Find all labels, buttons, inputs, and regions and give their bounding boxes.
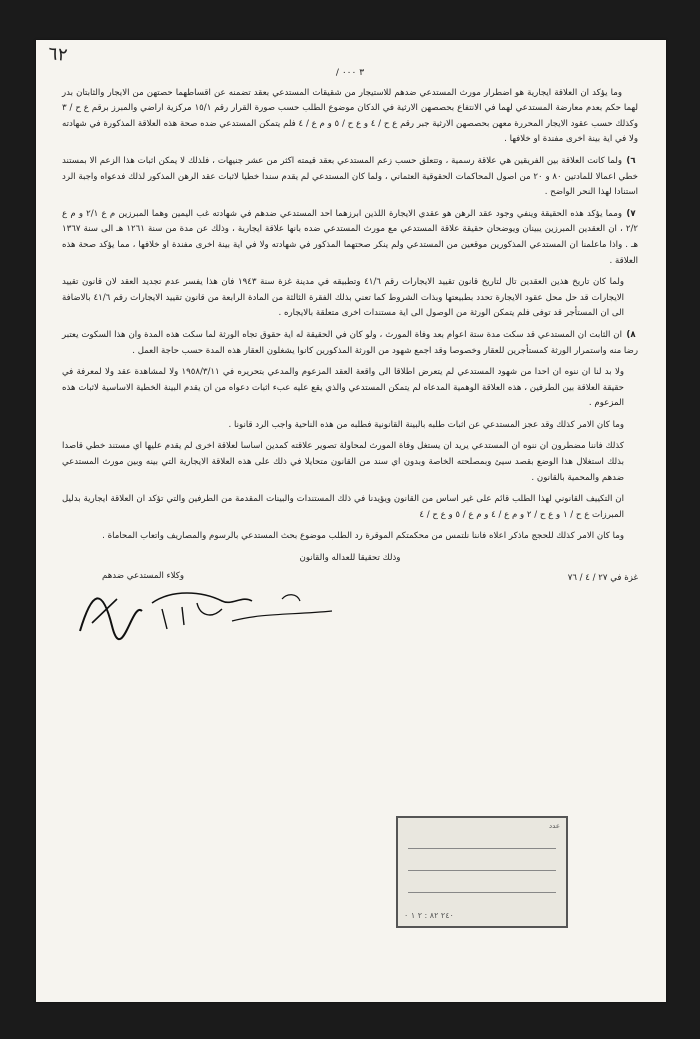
- paragraph-number: ٦): [626, 155, 636, 166]
- paragraph: [62, 207, 638, 269]
- paragraph: [62, 365, 638, 412]
- paragraph: [62, 418, 638, 434]
- stamp-divider: [408, 848, 556, 849]
- document-body: [62, 66, 638, 691]
- paragraph: [62, 275, 638, 322]
- corner-page-mark: ٦٢: [46, 43, 69, 66]
- paragraph-text: وما يؤكد ان العلاقة ايجارية هو اضطرار مورث المستدعي ضدهم للاستيجار من شقيقات المستدعي بعقد تضمنه عن اقساطهما حصتهن من الايجار والثابتان بدر لهما حكم بعدم معارضة المستدعي لهما في الانتفاع بحصصهن الارثية في الدكان موضوع الطلب حسب صورة القرار رقم ١٥/١ مركزية اراضي والمبرز برقم ع ح / ٣ وكذلك حسب عقود الايجار المحررة معهن بحصصهن الارثية جبر رقم ع ح / ٤ و ع ح / ٥ و م ع / ٤ فلم يتمكن المستدعي ضده صحة هذه العلاقة المذكورة في شهادته ولا في اية بينة اخرى مفندة او خلافها .: [62, 87, 638, 145]
- page-number: / ٣ ٠٠٠: [335, 68, 365, 78]
- paragraph-text: ولما كانت العلاقة بين الفريقين هي علاقة رسمية ، وتتعلق حسب زعم المستدعي بعقد قيمته اكثر من عشر جنيهات ، فلذلك لا يمكن اثبات هذا الزعم الا بمستند خطي اعمالا للمادتين ٨٠ و ٢٠ من اصول المحاكمات الحقوقية العثماني ، ولما كان المستدعي لم يقدم سندا خطيا لاثبات عقد الرهن المذكور لذلك فدعواه واجبة الرد استنادا لهذا النحر الواضح .: [62, 155, 638, 198]
- stamp-divider: [408, 892, 556, 893]
- closing-line: وذلك تحقيقا للعداله والقانون: [299, 553, 401, 564]
- attorney-label: وكلاء المستدعي ضدهم: [102, 570, 184, 581]
- paragraph-text: ان التكييف القانوني لهذا الطلب قائم على غير اساس من القانون ويؤيدنا في ذلك المستندات والبينات المقدمة من الطرفين والتي تؤكد ان العلاقة ايجارية بدليل المبرزات ع ح / ١ و ع ح / ٢ و م ع / ٤ و م ع / ٥ و ع ح / ٤: [62, 494, 624, 520]
- paragraph: [62, 492, 638, 523]
- document-date: غزة في ٢٧ / ٤ / ٧٦: [567, 572, 638, 583]
- paragraph-number: ٧): [626, 208, 636, 219]
- paragraph: [62, 529, 638, 545]
- paragraph: [62, 439, 638, 486]
- paragraph: [62, 86, 638, 148]
- paragraph-text: ان الثابت ان المستدعي قد سكت مدة ستة اعوام بعد وفاة المورث ، ولو كان في الحقيقة له اية حقوق تجاه الورثة لما سكت هذه المدة وان هذا السكوت يعتبر رضا منه واستمرار الورثة كمستأجرين للعقار وخصوصا وقد اجمع شهود من الورثة المذكورين كانوا يشغلون العقار هذه المدة حسب حاجة العمل .: [62, 329, 638, 356]
- paragraph-text: وما كان الامر كذلك للحجج ماذكر اعلاه فاننا نلتمس من محكمتكم الموقرة رد الطلب موضوع بحث المستدعي بالرسوم والمصاريف واتعاب المحاماة .: [102, 531, 624, 542]
- paragraph-number: ٨): [626, 329, 636, 340]
- paragraph: [62, 328, 638, 359]
- document-page: [36, 40, 666, 1002]
- paragraph-text: ولا بد لنا ان ننوه ان احدا من شهود المستدعي لم يتعرض اطلاقا الى واقعة العقد المزعوم والمدعي بتحريره في ١٩٥٨/٣/١١ ولا لمشاهدة عقد ولا لمعرفة في حقيقة العلاقة بين الطرفين ، هذه العلاقة الوهمية المدعاه لم يتمكن المستدعي والذي يقع عليه عبء اثبات دعواه من ان يقدم البينة الخطية الاساسية لاثبات هذه المزعوم .: [62, 367, 624, 409]
- paragraph-text: ومما يؤكد هذه الحقيقة وينفي وجود عقد الرهن هو عقدي الايجارة اللذين ابرزهما احد المستدعي ضدهم في شهادته غب اليمين وهما المبرزين م ع ٢/١ و م ع ٢/٢ ، ان العقدين المبرزين يبينان ويوضحان حقيقة علاقة المستدعي مع مورث المستدعي ضده بانها علاقة ايجارية ، وذلك عن مدة من سنة ١٢٦١ هـ الى سنة ١٣٦٧ هـ . واذا ماعلمنا ان المستدعي المذكورين موقعين من المستدعي ولم ينكر صحتهما المذكور في شهادته ولا في اية بينة اخرى مفندة او خلافها ، مما يؤكد صحة هذه العلاقة .: [62, 208, 638, 266]
- stamp-reference: ٢٤٠ ٨٢ : ٢ ١ ٠: [404, 911, 454, 920]
- paragraph: [62, 154, 638, 201]
- signature-block: [62, 571, 638, 691]
- paragraph-text: كذلك فاننا مضطرون ان ننوه ان المستدعي يريد ان يستغل وفاة المورث لمحاولة تصوير علاقته كمدين اساسا لعلاقة اخرى لم يقدم عليها اي مستند خطي قاصدا بذلك استغلال هذا الوضع بقصد سيئ وبمصلحته الخاصة وبدون اي سند من القانون متحايلا في ذلك على هذه العلاقة الايجارية التي بينه وبين مورث المستدعي ضدهم والمحمية بالقانون .: [62, 441, 624, 483]
- stamp-label: عدد: [549, 822, 560, 830]
- paragraph-text: وما كان الامر كذلك وقد عجز المستدعي عن اثبات طلبه بالبينة القانونية فطلبه من هذه الناحية واجب الرد قانونا .: [228, 419, 624, 430]
- handwritten-signature: [72, 581, 342, 641]
- court-stamp: [396, 816, 568, 928]
- paragraph-text: ولما كان تاريخ هذين العقدين تال لتاريخ قانون تقييد الايجارات رقم ٤١/٦ وتطبيقه في مدينة غزة سنة ١٩٤٣ فان هذا يفسر عدم تجديد العقد لان قانون تقييد الايجارات قد حل محل عقود الايجارة تحدد بطبيعتها وبذات الشروط كما تعني بذلك الفقرة الثالثة من المادة الرابعة من قانون تقييد الايجارات رقم ٤١/٦ بالاضافة الى ان المستأجر قد توفى فلم يتمكن الورثة من الوصول الى اية مستندات اخرى متعلقة بالايجاره .: [62, 277, 625, 319]
- stamp-divider: [408, 870, 556, 871]
